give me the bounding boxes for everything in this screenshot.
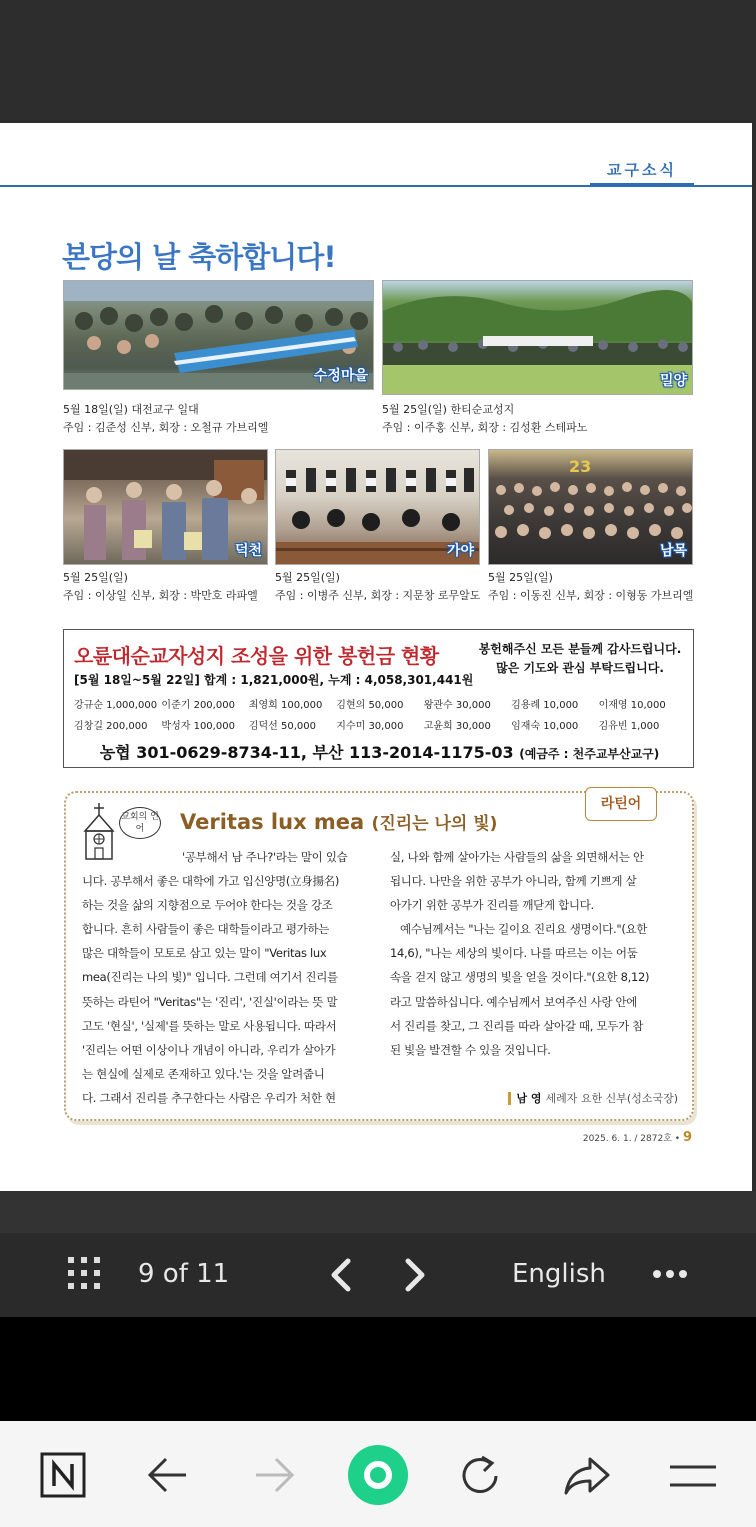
column-badge: 라틴어 (585, 787, 657, 821)
photo-crowd-graphic (383, 281, 693, 395)
column-text-left: '공부해서 남 주나?'라는 말이 있습 니다. 공부해서 좋은 대학에 가고 입신양명(立身揚名) 하는 것을 삶의 지향점으로 두어야 한다는 것을 강조 합니다. 흔히 사람들이 좋은 대학들이라고 평가하는 많은 대학들이 모토로 삼고 있는 말이 "Veritas lux mea(진리는 나의 빛)" 입니다. 그런데 여기서 진리를 뜻하는 라틴어 "Veritas"는 '진리', '진실'이라는 뜻 말 고도 '현실', '실제'를 뜻하는 말로 사용됩니다. 따라서 '진리는 어떤 이상이나 개념이 아니라, 우리가 살아가 는 현실에 실제로 존재하고 있다.'는 것을 알려줍니 다. 그래서 진리를 추구한다는 사람은 우리가 처한 현 (82, 850, 348, 1105)
photo-deokcheon (63, 449, 268, 565)
column-title: Veritas lux mea (진리는 나의 빛) (180, 810, 498, 834)
photo-gaya (275, 449, 480, 565)
viewer-spacer (0, 1191, 756, 1233)
photo-caption: 5월 18일(일) 대전교구 일대 주임 : 김준성 신부, 회장 : 오철규 가브리엘 (63, 403, 269, 434)
donor-entry: 왕관수 30,000 (423, 700, 491, 711)
donor-entry: 김창길 200,000 (74, 721, 148, 732)
donation-box (63, 629, 694, 768)
photo-tag: 덕천 (234, 543, 262, 559)
donation-summary: [5월 18일~5월 22일] 합계 : 1,821,000원, 누계 : 4,058,301,441원 (74, 673, 474, 687)
photo-caption: 5월 25일(일) 주임 : 이병주 신부, 회장 : 지문창 로무알도 (275, 571, 481, 602)
arrow-left-icon[interactable] (146, 1455, 190, 1495)
top-dark-bar (0, 0, 756, 123)
grid-icon[interactable] (68, 1257, 102, 1291)
column-author: 남 영 세례자 요한 신부(성소국장) (508, 1090, 678, 1106)
bank-account: 농협 301-0629-8734-11, 부산 113-2014-1175-03 (예금주 : 천주교부산교구) (99, 743, 660, 762)
more-icon[interactable] (652, 1269, 688, 1279)
photo-miryang (382, 280, 693, 395)
newsletter-page (0, 123, 752, 1191)
donor-entry: 고윤희 30,000 (423, 721, 491, 732)
chevron-left-icon[interactable] (326, 1257, 356, 1293)
speech-bubble: 교회의 언어 (119, 807, 161, 839)
donation-thanks: 봉헌해주신 모든 분들께 감사드립니다. 많은 기도와 관심 부탁드립니다. (478, 642, 682, 675)
menu-icon[interactable] (668, 1463, 718, 1489)
donor-entry: 지수미 30,000 (336, 721, 404, 732)
photo-caption: 5월 25일(일) 주임 : 이상일 신부, 회장 : 박만호 라파엘 (63, 571, 258, 602)
photo-tag: 가야 (446, 543, 474, 559)
latin-column (64, 791, 694, 1121)
page-indicator: 9 of 11 (138, 1259, 230, 1289)
photo-tag: 남목 (659, 543, 687, 559)
photo-tag: 밀양 (659, 373, 687, 389)
chevron-right-icon[interactable] (400, 1257, 430, 1293)
donor-list (74, 696, 686, 732)
arrow-right-icon[interactable] (252, 1455, 296, 1495)
page-footer: 2025. 6. 1. / 2872호 • 9 (582, 1130, 692, 1145)
green-circle-icon[interactable] (346, 1443, 410, 1507)
donor-entry: 김덕선 50,000 (248, 721, 316, 732)
donor-entry: 박성자 100,000 (161, 721, 235, 732)
donor-entry: 김유빈 1,000 (598, 721, 660, 732)
donor-entry: 김현의 50,000 (336, 700, 404, 711)
donor-entry: 김용례 10,000 (511, 700, 579, 711)
donor-entry: 최영희 100,000 (248, 700, 323, 711)
naver-icon[interactable] (40, 1452, 86, 1498)
photo-sujeongmaeul (63, 280, 374, 390)
donor-entry: 강규순 1,000,000 (74, 700, 158, 711)
donor-entry: 이재영 10,000 (598, 700, 666, 711)
viewer-toolbar (0, 1233, 756, 1317)
reload-icon[interactable] (458, 1453, 504, 1499)
donor-entry: 임재숙 10,000 (511, 721, 579, 732)
photo-nammok (488, 449, 693, 565)
section-underline (590, 183, 694, 187)
browser-bottom-bar (0, 1421, 756, 1527)
black-spacer (0, 1317, 756, 1421)
donor-entry: 이준기 200,000 (161, 700, 235, 711)
photo-tag: 수정마을 (313, 368, 368, 384)
share-icon[interactable] (562, 1453, 612, 1497)
language-button[interactable]: English (512, 1259, 606, 1289)
photo-caption: 5월 25일(일) 한티순교성지 주임 : 이주홍 신부, 회장 : 김성환 스테파노 (382, 403, 588, 434)
section-label: 교구소식 (607, 161, 677, 179)
svg-text:23: 23 (569, 457, 592, 476)
page-title: 본당의 날 축하합니다! (62, 240, 336, 274)
donation-title: 오륜대순교자성지 조성을 위한 봉헌금 현황 (74, 644, 439, 668)
photo-caption: 5월 25일(일) 주임 : 이동진 신부, 회장 : 이형동 가브리엘 (488, 571, 694, 602)
column-text-right: 실, 나와 함께 살아가는 사람들의 삶을 외면해서는 안 됩니다. 나만을 위한 공부가 아니라, 함께 기쁘게 살 아가기 위한 공부가 진리를 깨닫게 합니다. 예수님께서는 "나는 길이요 진리요 생명이다."(요한 14,6), "나는 세상의 빛이다. 나를 따르는 이는 어둠 속을 걷지 않고 생명의 빛을 얻을 것이다."(요한 8,12) 라고 말씀하십니다. 예수님께서 보여주신 사랑 안에 서 진리를 찾고, 그 진리를 따라 살아갈 때, 모두가 참 된 빛을 발견할 수 있을 것입니다. (390, 850, 650, 1057)
page-number: 9 (682, 1130, 692, 1145)
